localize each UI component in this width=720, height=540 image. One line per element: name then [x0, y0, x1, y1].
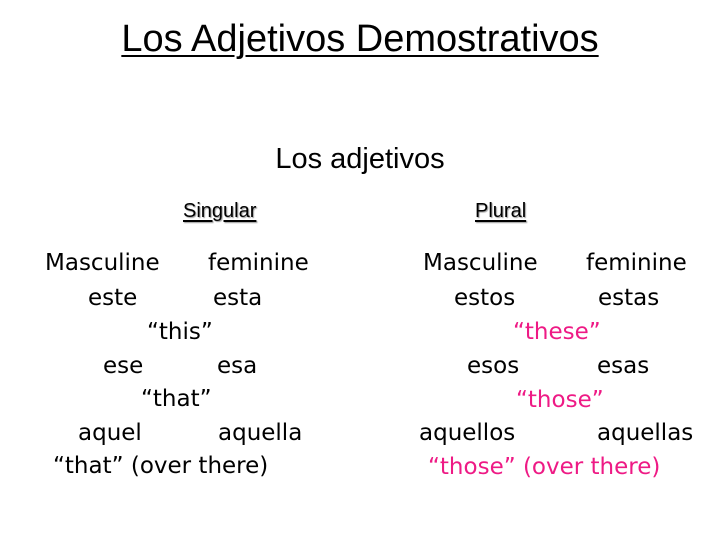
plural-masculine-label: Masculine — [423, 250, 538, 276]
page-title: Los Adjetivos Demostrativos — [121, 18, 599, 60]
plural-those-feminine: esas — [597, 353, 650, 379]
singular-feminine-label: feminine — [208, 250, 309, 276]
plural-header: Plural — [475, 200, 527, 222]
plural-those-translation: “those” — [516, 387, 604, 413]
plural-feminine-label: feminine — [586, 250, 687, 276]
singular-header: Singular — [183, 200, 257, 222]
singular-that-masculine: ese — [103, 353, 144, 379]
singular-over-there-feminine: aquella — [218, 420, 303, 446]
subtitle: Los adjetivos — [275, 143, 445, 175]
plural-over-there-feminine: aquellas — [597, 420, 694, 446]
plural-these-masculine: estos — [454, 285, 516, 311]
singular-this-feminine: esta — [213, 285, 263, 311]
plural-those-masculine: esos — [467, 353, 520, 379]
singular-masculine-label: Masculine — [45, 250, 160, 276]
plural-over-there-masculine: aquellos — [419, 420, 516, 446]
singular-this-translation: “this” — [147, 319, 213, 345]
singular-over-there-masculine: aquel — [78, 420, 142, 446]
singular-that-feminine: esa — [217, 353, 258, 379]
plural-these-translation: “these” — [513, 319, 601, 345]
plural-over-there-translation: “those” (over there) — [428, 454, 661, 480]
singular-over-there-translation: “that” (over there) — [53, 453, 269, 479]
plural-these-feminine: estas — [598, 285, 660, 311]
singular-that-translation: “that” — [141, 386, 212, 412]
singular-this-masculine: este — [88, 285, 138, 311]
